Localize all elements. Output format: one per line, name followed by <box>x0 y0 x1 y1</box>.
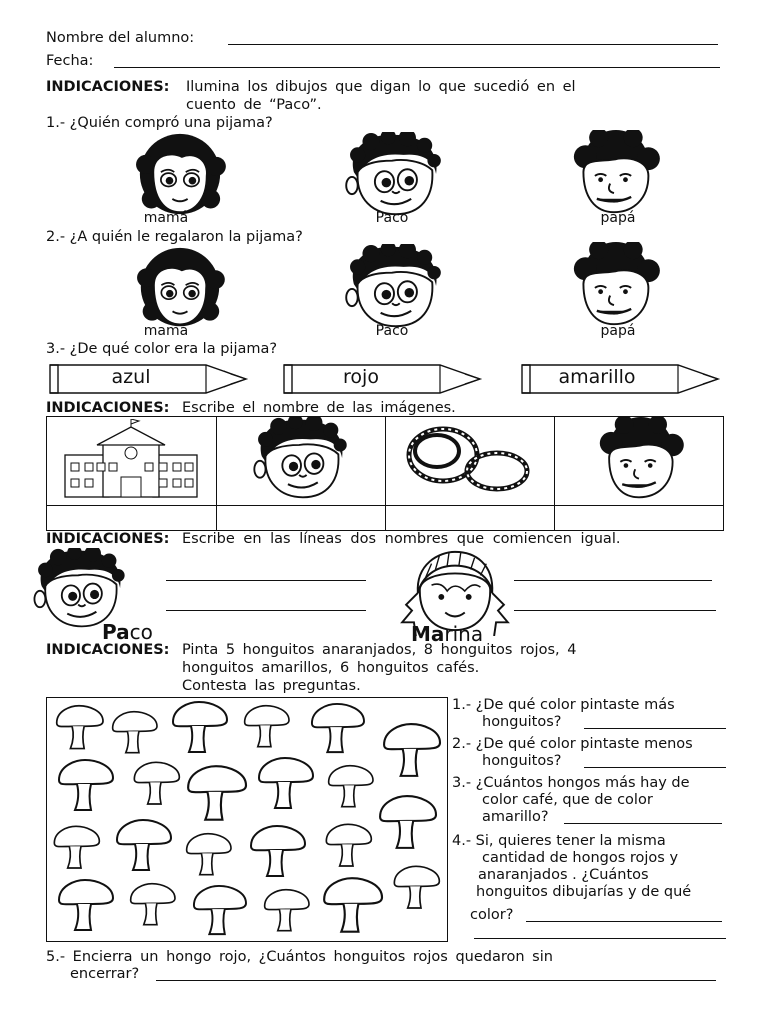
mushroom-field <box>47 698 447 941</box>
school-cell <box>47 417 217 506</box>
dad-face-icon <box>587 417 691 501</box>
dad-cell <box>554 417 723 506</box>
mq4-line2: cantidad de hongos rojos y <box>482 850 679 866</box>
mom-face-drawing-2[interactable] <box>126 246 234 330</box>
mushroom-15 <box>187 834 231 875</box>
mushroom-4 <box>245 706 289 747</box>
marina-name-bold: Ma <box>411 622 445 646</box>
answer-cell-1[interactable] <box>47 506 217 531</box>
paco-name-bold: Pa <box>102 620 130 644</box>
marina-line-2[interactable] <box>514 610 716 611</box>
mq5-line2: encerrar? <box>70 966 140 982</box>
paco-face-drawing-2[interactable] <box>342 244 446 330</box>
mushroom-16 <box>251 826 305 876</box>
mq2-answer-line[interactable] <box>584 767 726 768</box>
paco-face-drawing-1[interactable] <box>342 132 446 218</box>
date-label: Fecha: <box>46 53 94 69</box>
rope-cell <box>385 417 554 506</box>
section1-label: INDICACIONES: <box>46 79 170 95</box>
mushroom-box <box>46 697 448 942</box>
mushroom-3 <box>173 702 227 752</box>
date-line[interactable] <box>114 67 720 68</box>
marina-name-rest: rina <box>444 622 484 646</box>
mq5-answer-line[interactable] <box>156 980 716 981</box>
paco-drawing <box>30 548 130 630</box>
mushroom-11 <box>329 766 373 807</box>
mushroom-18 <box>59 880 113 930</box>
mushroom-6 <box>384 724 440 776</box>
mushroom-7 <box>59 760 113 810</box>
section4-instruction-line3: Contesta las preguntas. <box>182 678 361 694</box>
image-name-table <box>46 416 724 531</box>
answer-cell-2[interactable] <box>216 506 385 531</box>
name-label-mama-2: mamá <box>143 323 189 339</box>
section2-instruction: Escribe el nombre de las imágenes. <box>182 400 456 416</box>
marina-line-1[interactable] <box>514 580 712 581</box>
name-label-paco-1: Paco <box>375 210 409 226</box>
mq4-answer-line-2[interactable] <box>474 938 726 939</box>
mushroom-17 <box>326 824 371 866</box>
mushroom-8 <box>134 762 179 804</box>
rope-icon <box>405 421 535 497</box>
mq4-answer-line-1[interactable] <box>526 921 722 922</box>
name-label-papa-1: papá <box>600 210 636 226</box>
mushroom-5 <box>312 704 364 752</box>
mq2-line1: 2.- ¿De qué color pintaste menos <box>452 736 693 752</box>
mq4-line4: honguitos dibujarías y de qué <box>476 884 692 900</box>
pencil-rojo[interactable] <box>282 363 482 395</box>
pencil-azul[interactable] <box>48 363 248 395</box>
mushroom-20 <box>194 886 246 934</box>
section1-instruction-line2: cuento de “Paco”. <box>186 97 322 113</box>
question-1: 1.- ¿Quién compró una pijama? <box>46 115 273 131</box>
mushroom-19 <box>131 884 175 925</box>
mushroom-2 <box>113 712 157 753</box>
mq1-answer-line[interactable] <box>584 728 726 729</box>
mushroom-10 <box>259 758 313 808</box>
mq3-line3: amarillo? <box>482 809 549 825</box>
student-name-line[interactable] <box>228 44 718 45</box>
paco-name-rest: co <box>129 620 153 644</box>
answer-cell-3[interactable] <box>385 506 554 531</box>
pencil-rojo-label: rojo <box>343 366 379 388</box>
section4-label: INDICACIONES: <box>46 642 170 658</box>
name-label-papa-2: papá <box>600 323 636 339</box>
student-name-label: Nombre del alumno: <box>46 30 195 46</box>
mq3-answer-line[interactable] <box>564 823 722 824</box>
mq5-line1: 5.- Encierra un hongo rojo, ¿Cuántos honguitos rojos quedaron sin <box>46 949 553 965</box>
paco-line-1[interactable] <box>166 580 366 581</box>
mq3-line1: 3.- ¿Cuántos hongos más hay de <box>452 775 690 791</box>
mom-face-drawing-1[interactable] <box>126 132 234 218</box>
dad-face-drawing-1[interactable] <box>562 130 666 216</box>
section3-label: INDICACIONES: <box>46 531 170 547</box>
pencil-amarillo-label: amarillo <box>558 366 636 388</box>
mushroom-1 <box>57 706 103 749</box>
name-label-paco-2: Paco <box>375 323 409 339</box>
mushroom-14 <box>117 820 171 870</box>
mushroom-9 <box>188 766 246 820</box>
answer-cell-4[interactable] <box>554 506 723 531</box>
section1-instruction-line1: Ilumina los dibujos que digan lo que sucedió en el <box>186 79 576 95</box>
mushroom-22 <box>324 878 382 932</box>
mq3-line2: color café, que de color <box>482 792 653 808</box>
name-label-mama-1: mamá <box>143 210 189 226</box>
pencil-amarillo[interactable] <box>520 363 720 395</box>
mushroom-13 <box>54 826 99 868</box>
section4-instruction-line1: Pinta 5 honguitos anaranjados, 8 honguitos rojos, 4 <box>182 642 577 658</box>
mushroom-23 <box>394 866 439 908</box>
dad-face-drawing-2[interactable] <box>562 242 666 328</box>
section2-label: INDICACIONES: <box>46 400 170 416</box>
mq4-line5: color? <box>470 907 514 923</box>
paco-line-2[interactable] <box>166 610 366 611</box>
pencil-azul-label: azul <box>111 366 151 388</box>
question-3: 3.- ¿De qué color era la pijama? <box>46 341 278 357</box>
question-2: 2.- ¿A quién le regalaron la pijama? <box>46 229 303 245</box>
mushroom-12 <box>380 796 436 848</box>
mq1-line1: 1.- ¿De qué color pintaste más <box>452 697 675 713</box>
boy-cell <box>216 417 385 506</box>
boy-face-icon <box>249 417 353 501</box>
school-icon <box>63 419 199 499</box>
mq4-line3: anaranjados . ¿Cuántos <box>478 867 649 883</box>
mq4-line1: 4.- Si, quieres tener la misma <box>452 833 666 849</box>
mq2-line2: honguitos? <box>482 753 562 769</box>
mushroom-21 <box>265 890 309 931</box>
section3-instruction: Escribe en las líneas dos nombres que comiencen igual. <box>182 531 621 547</box>
section4-instruction-line2: honguitos amarillos, 6 honguitos cafés. <box>182 660 480 676</box>
mq1-line2: honguitos? <box>482 714 562 730</box>
paco-name <box>102 620 153 644</box>
